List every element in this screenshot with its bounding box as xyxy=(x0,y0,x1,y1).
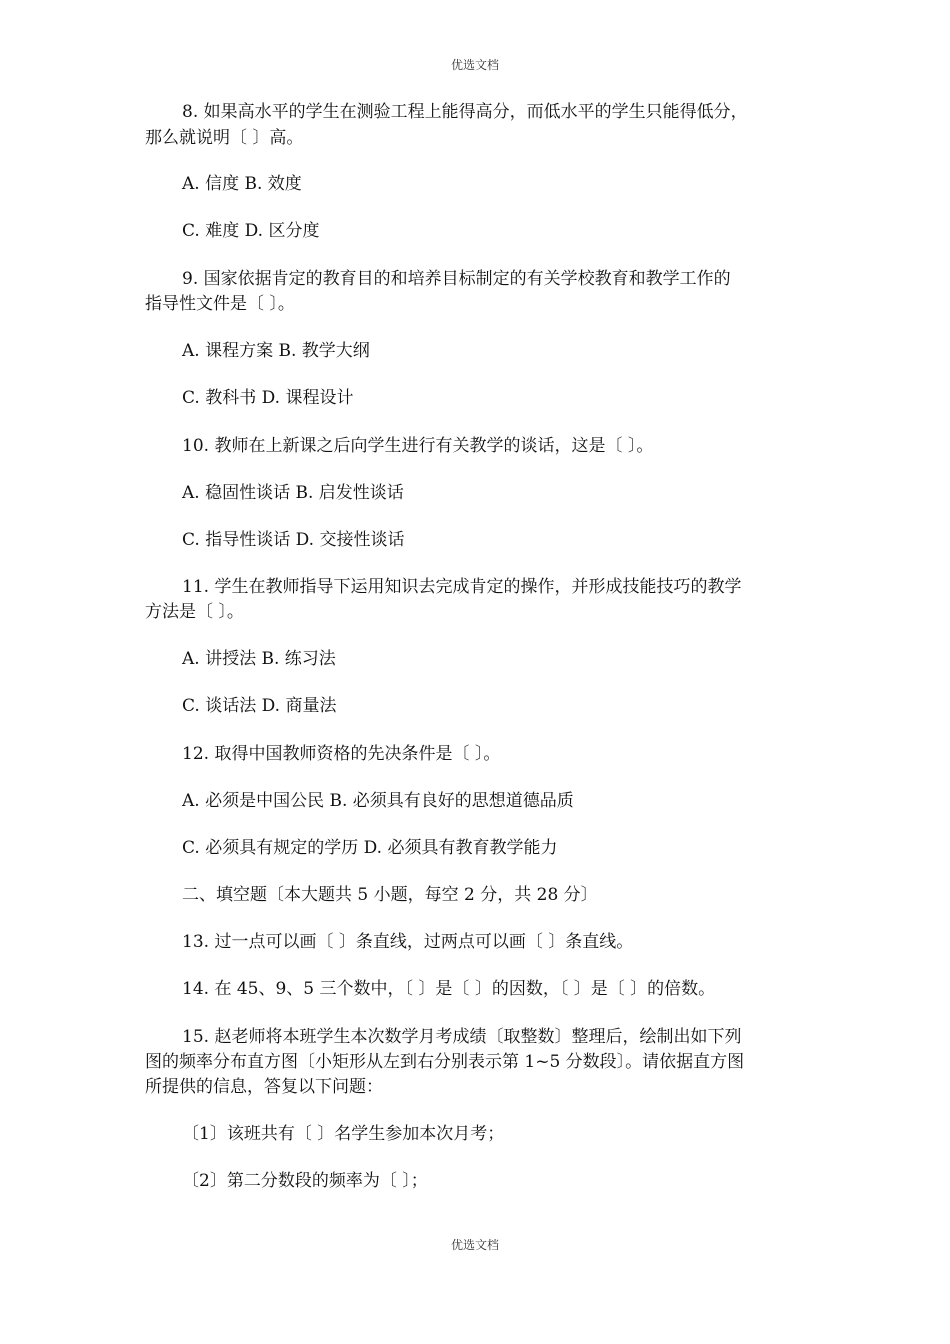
section-heading-fill-blank: 二、填空题〔本大题共 5 小题，每空 2 分，共 28 分〕 xyxy=(182,885,598,905)
question-14-line-1: 14. 在 45、9、5 三个数中，〔 〕是〔 〕的因数，〔 〕是〔 〕的倍数。 xyxy=(182,979,716,999)
question-15-line-3: 所提供的信息，答复以下问题： xyxy=(145,1077,383,1097)
question-9-line-1: 9. 国家依据肯定的教育目的和培养目标制定的有关学校教育和教学工作的 xyxy=(182,269,731,289)
question-15-line-1: 15. 赵老师将本班学生本次数学月考成绩〔取整数〕整理后，绘制出如下列 xyxy=(182,1027,742,1047)
page-footer: 优选文档 xyxy=(450,1238,499,1252)
question-9-options-cd: C. 教科书 D. 课程设计 xyxy=(182,388,354,408)
question-8-options-ab: A. 信度 B. 效度 xyxy=(182,174,302,194)
question-11-line-1: 11. 学生在教师指导下运用知识去完成肯定的操作，并形成技能技巧的教学 xyxy=(182,577,742,597)
question-12-line-1: 12. 取得中国教师资格的先决条件是〔 〕。 xyxy=(182,744,501,764)
question-11-line-2: 方法是〔 〕。 xyxy=(145,602,244,622)
question-8-line-2: 那么就说明〔 〕高。 xyxy=(145,128,304,148)
question-10-line-1: 10. 教师在上新课之后向学生进行有关教学的谈话，这是〔 〕。 xyxy=(182,436,654,456)
question-12-options-cd: C. 必须具有规定的学历 D. 必须具有教育教学能力 xyxy=(182,838,558,858)
question-9-options-ab: A. 课程方案 B. 教学大纲 xyxy=(182,341,370,361)
question-10-options-ab: A. 稳固性谈话 B. 启发性谈话 xyxy=(182,483,404,503)
question-15-sub-2: 〔2〕第二分数段的频率为〔 〕； xyxy=(182,1171,428,1191)
question-11-options-cd: C. 谈话法 D. 商量法 xyxy=(182,696,337,716)
question-12-options-ab: A. 必须是中国公民 B. 必须具有良好的思想道德品质 xyxy=(182,791,574,811)
page-header: 优选文档 xyxy=(450,58,499,72)
question-15-sub-1: 〔1〕该班共有〔 〕名学生参加本次月考； xyxy=(182,1124,505,1144)
question-15-line-2: 图的频率分布直方图〔小矩形从左到右分别表示第 1~5 分数段〕。请依据直方图 xyxy=(145,1052,745,1072)
question-9-line-2: 指导性文件是〔 〕。 xyxy=(145,294,295,314)
question-10-options-cd: C. 指导性谈话 D. 交接性谈话 xyxy=(182,530,405,550)
question-8-line-1: 8. 如果高水平的学生在测验工程上能得高分，而低水平的学生只能得低分， xyxy=(182,102,748,122)
question-11-options-ab: A. 讲授法 B. 练习法 xyxy=(182,649,336,669)
question-8-options-cd: C. 难度 D. 区分度 xyxy=(182,221,320,241)
question-13-line-1: 13. 过一点可以画〔 〕条直线，过两点可以画〔 〕条直线。 xyxy=(182,932,634,952)
